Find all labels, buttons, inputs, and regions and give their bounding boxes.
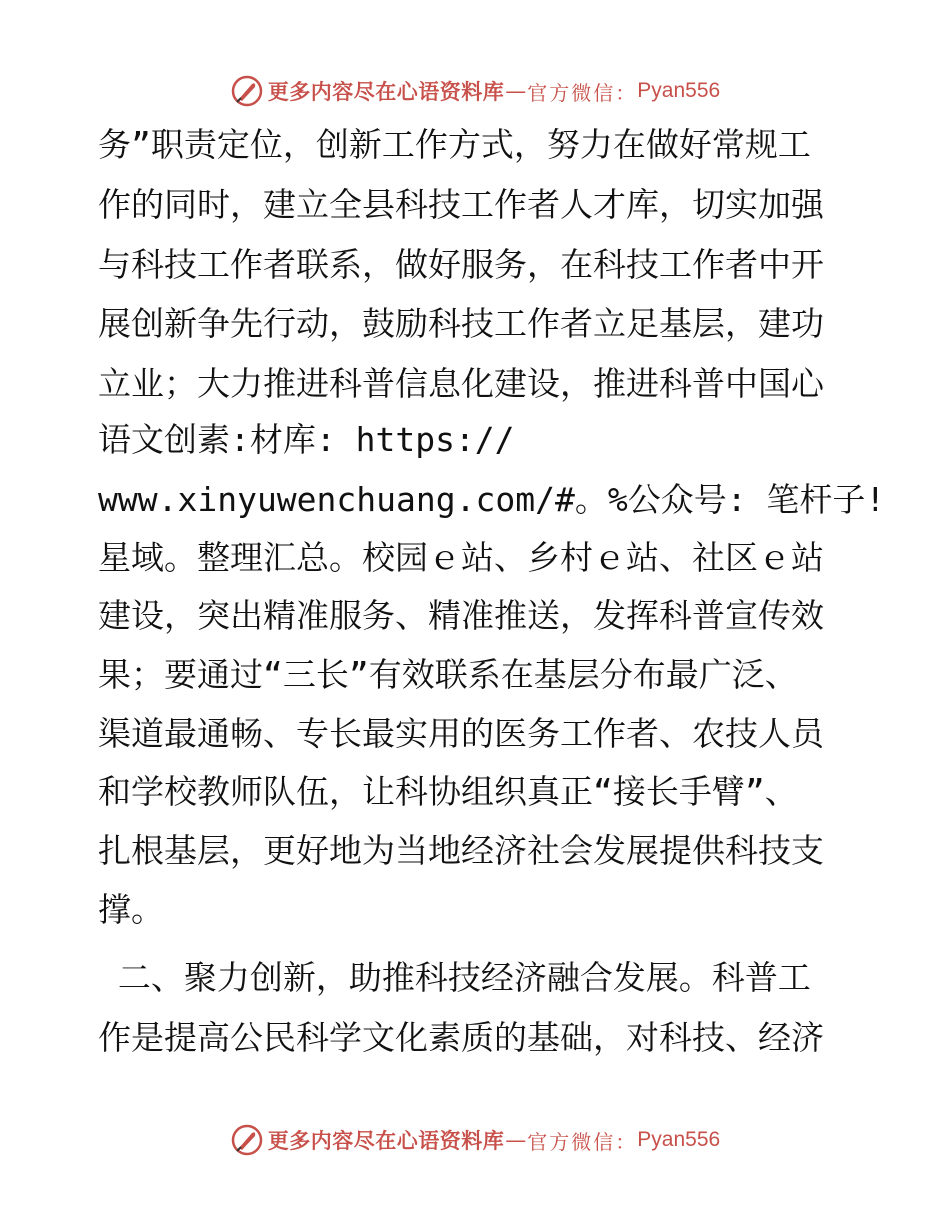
body-line: 撑。 xyxy=(98,890,164,929)
body-line: www.xinyuwenchuang.com/#。%公众号: 笔杆子! xyxy=(98,480,886,519)
banner-wechat-id: Pyan556 xyxy=(637,1128,721,1151)
body-line: 立业；大力推进科普信息化建设，推进科普中国心 xyxy=(98,364,824,403)
body-line: 作是提高公民科学文化素质的基础，对科技、经济 xyxy=(98,1018,824,1057)
body-line: 和学校教师队伍，让科协组织真正“接长手臂”、 xyxy=(98,772,798,811)
header-watermark-banner xyxy=(0,71,950,111)
footer-watermark-banner xyxy=(0,1120,950,1160)
banner-wechat-id: Pyan556 xyxy=(637,79,721,102)
banner-dash: — xyxy=(505,1128,527,1152)
banner-wechat-label: 官方微信： xyxy=(527,80,638,105)
body-line: 扎根基层，更好地为当地经济社会发展提供科技支 xyxy=(98,831,824,870)
body-line: 语文创素:材库: https:// xyxy=(98,420,515,459)
banner-dash: — xyxy=(505,79,527,103)
body-line: 二、聚力创新，助推科技经济融合发展。科普工 xyxy=(98,958,811,997)
body-line: 星域。整理汇总。校园ｅ站、乡村ｅ站、社区ｅ站 xyxy=(98,538,824,577)
body-line: 作的同时，建立全县科技工作者人才库，切实加强 xyxy=(98,185,824,224)
body-line: 建设，突出精准服务、精准推送，发挥科普宣传效 xyxy=(98,596,824,635)
banner-brand-text: 更多内容尽在心语资料库 xyxy=(267,79,505,104)
body-line: 务”职责定位，创新工作方式，努力在做好常规工 xyxy=(98,125,811,164)
quill-logo-icon xyxy=(230,1123,264,1157)
body-line: 展创新争先行动，鼓励科技工作者立足基层，建功 xyxy=(98,304,824,343)
body-line: 渠道最通畅、专长最实用的医务工作者、农技人员 xyxy=(98,714,824,753)
quill-logo-icon xyxy=(230,74,264,108)
body-line: 与科技工作者联系，做好服务，在科技工作者中开 xyxy=(98,245,824,284)
banner-brand-text: 更多内容尽在心语资料库 xyxy=(267,1128,505,1153)
banner-wechat-label: 官方微信： xyxy=(527,1129,638,1154)
body-line: 果；要通过“三长”有效联系在基层分布最广泛、 xyxy=(98,655,798,694)
